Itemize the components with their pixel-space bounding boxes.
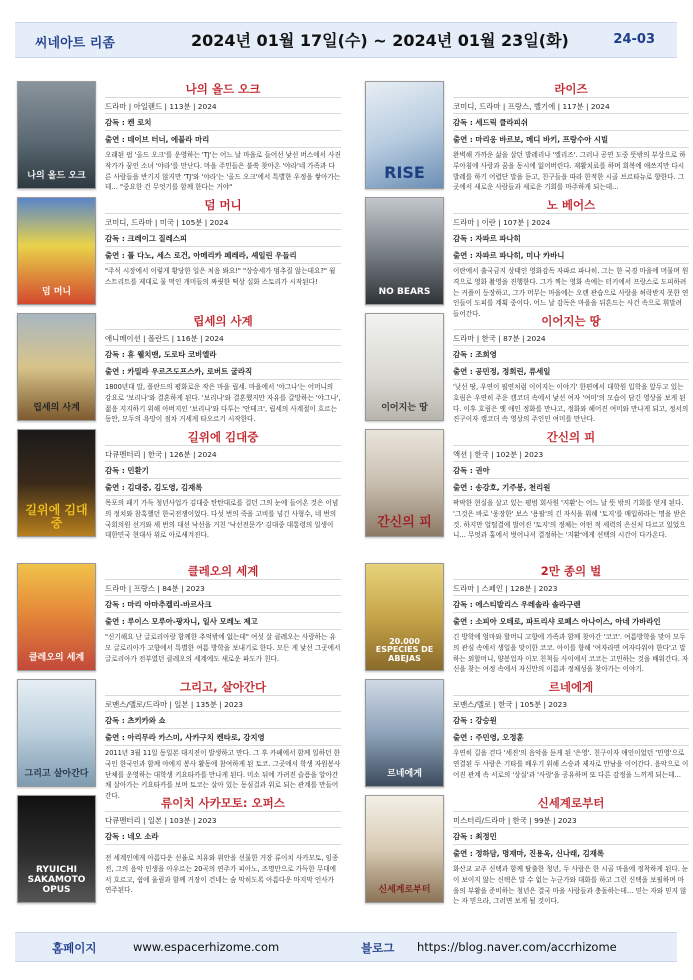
cinema-name: 씨네아트 리좀 [35, 36, 115, 51]
poster-image [17, 563, 96, 671]
film-meta: 로맨스/멜로 | 한국 | 105분 | 2023 [453, 695, 689, 712]
film-description: 긴 방학에 엄마와 할머니 고향에 가족과 함께 찾아간 '코코'. 여름방학을 맞아 모두의 관심 속에서 생일을 맞이한 코코. 아이를 향해 '여자라면 여자다워야 한다'고 말하는 외할머니, 양봉업자 이모 친척들 사이에서 코코는 고민하는 것을 배워간다. 자신을 찾는 여정 속에서 자신만의 이름과 정체성을 찾아가는 이야기. [453, 633, 689, 674]
film-title: 간신의 피 [546, 430, 596, 444]
film-title: 노 베어스 [546, 198, 596, 212]
film-director: 감독 : 마리 아마추켈리-바르사크 [105, 596, 341, 613]
poster-title: NO BEARS [378, 287, 431, 298]
film-director: 감독 : 네오 소라 [105, 828, 341, 845]
film-cast: 출연 : 주민영, 오정훈 [453, 729, 689, 746]
poster-image [17, 197, 96, 305]
poster-image [17, 313, 96, 421]
film-director: 감독 : 휴 웰치맨, 도로타 코비엘라 [105, 346, 341, 363]
poster-title: 길위에 김대중 [25, 502, 88, 530]
film-title: 길위에 김대중 [187, 430, 259, 444]
schedule-period: 2024년 01월 17일(수) ~ 2024년 01월 23일(화) [191, 31, 569, 50]
film-director: 감독 : 민환기 [105, 462, 341, 479]
film-meta: 드라마 | 아일랜드 | 113분 | 2024 [105, 97, 341, 114]
film-description: '낮선 땅, 우연이 필연처럼 이어지는 이야기' 한편에서 대학원 입학을 앞두고 있는 호림은 우연히 주운 캠코더 속에서 낯선 여자 '여미'의 모습이 담긴 영상을 보게 된다. 이후 호림은 옛 애인 정화를 만나고, 정화와 헤어진 여미와 만나게 되고, 정서의 진구이자 캠코더 속 영상의 주인인 여미를 만난다. [453, 383, 689, 424]
film-title: 덤 머니 [204, 198, 242, 212]
film-cast: 출연 : 김대중, 김도영, 김재록 [105, 479, 341, 496]
poster-title: 20.000 ESPECIES DE ABEJAS [375, 636, 434, 664]
header-bar [15, 22, 677, 58]
film-title: 신세계로부터 [537, 796, 605, 810]
film-description: 2011년 3월 11일 동일본 대지진이 발생하고 만다. 그 후 카페에서 함께 일하던 한국인 한국인과 함께 야에지 봉사 활동에 참여하게 된 토코. 그곳에서 학생 자원봉사 단체를 운영하는 대학생 키요타카를 만나게 된다. 미소 뒤에 가려진 슬픔을 알아간 채 살아가는 키요타카를 보며 토코는 살아 있는 동심걸과 위로 되는 관계를 만들어간다. [105, 749, 341, 801]
film-description: 전 세계인에게 아름다운 선율로 치유와 위안을 선물한 거장 류이치 사카모토, 임종 전, 그의 음악 인생을 아우르는 20곡의 연주가 피아노, 조명만으로 가득한 무대에서 흐르고, 쉼에 울림과 함께 거장이 건네는 숨 막히도록 아름다운 마지막 인사가 연주된다. [105, 854, 339, 895]
poster-image [17, 81, 96, 189]
film-cast: 출연 : 자파르 파나히, 미나 카바니 [453, 247, 689, 264]
poster-title: 간신의 피 [377, 514, 432, 530]
film-cast: 출연 : 루이스 모루아-팡자니, 일사 모레노 제고 [105, 613, 341, 630]
film-description: 이란에서 출국금지 상태인 영화감독 자파르 파나히. 그는 한 국경 마을에 머물며 원격으로 영화 촬영을 진행한다. 그가 찍는 영화 속에는 터키에서 프랑스로 도피하려는 커플이 등장하고, 그가 머무는 마을에는 오랜 관습으로 사랑을 허락받지 못한 연인들이 도피를 계획 중이다. 어느 날 감독은 마을을 뒤흔드는 사건 속으로 휘말려 들어간다. [453, 267, 689, 319]
film-cast: 출연 : 공민정, 정회린, 류세일 [453, 363, 689, 380]
film-cast: 출연 : 송강호, 기주봉, 천리원 [453, 479, 689, 496]
film-director: 감독 : 츠키카와 쇼 [105, 712, 341, 729]
poster-title: 클레오의 세계 [28, 653, 85, 664]
film-title: 르네에게 [548, 680, 594, 694]
issue-number: 24-03 [613, 32, 655, 47]
film-meta: 액션 | 한국 | 102분 | 2023 [453, 445, 689, 462]
film-cast: 출연 : 폴 다노, 세스 로건, 아메리카 페레라, 셰일린 우들리 [105, 247, 341, 264]
film-title: 2만 종의 벌 [540, 564, 602, 578]
film-meta: 애니메이션 | 폴란드 | 116분 | 2024 [105, 329, 341, 346]
film-cast: 출연 : 데이브 터너, 에블라 마리 [105, 131, 341, 148]
film-meta: 드라마 | 스페인 | 128분 | 2023 [453, 579, 689, 596]
film-description: 팍팍한 현실을 살고 있는 평범 회사원 '지환'는 어느 날 뜻 밖의 기회를 얻게 된다. '그것은 바로 '웅장한' 보스 '용팔'의 긴 자식을 위해 '토지'를 매입하라는 명을 받은 것. 하지만 얼떨결에 벌어진 '토지'의 정체는 어떤 적 세력의 은신처 다르고 있었으니… 무엇과 홀에서 벗어나서 결정하는 '지환'에게 선택의 시간이 다가온다. [453, 499, 687, 540]
film-description: "신기해요 난 글로리아랑 함께한 추억밖에 없는데" 여섯 살 클레오는 사랑하는 유모 글로리아가 고향에서 특별한 여름 방학을 보내기로 한다. 모든 게 낯선 그곳에서 글로리아가 전부였던 클레오의 세계에도 새로운 파도가 친다. [105, 633, 341, 663]
film-meta: 코미디, 드라마 | 미국 | 105분 | 2024 [105, 213, 341, 230]
poster-title: 립세의 사계 [33, 403, 80, 414]
poster-image [365, 313, 444, 421]
film-cast: 출연 : 카밀라 우르즈도프스카, 로버트 굴라직 [105, 363, 341, 380]
film-description: 오래된 펍 '올드 오크'를 운영하는 'TJ'는 어느 날 마을로 들어선 낯선 버스에서 사진작가가 꿈인 소녀 '야라'를 만난다. 마을 주민들은 불쑥 찾아온 '야라'네 가족과 다른 사람들을 반기지 않지만 'TJ'와 '야라'는 '올드 오크'에서 특별한 우정을 쌓아가는데… "중요한 건 무엇기를 함께 한다는 거야" [105, 151, 341, 192]
film-description: "주식 시장에서 이렇게 황당한 일은 처음 봐요!" "상승세가 멈추질 않는데요?" 월 스트리트를 제대로 물 먹인 개미들의 짜릿한 떡상 실화 스토리가 시작된다! [105, 267, 336, 286]
film-title: 클레오의 세계 [187, 564, 259, 578]
film-meta: 드라마 | 한국 | 87분 | 2024 [453, 329, 689, 346]
poster-image [365, 563, 444, 671]
poster-image [17, 429, 96, 537]
poster-title: RYUICHI SAKAMOTO OPUS [27, 865, 86, 896]
film-title: 립세의 사계 [193, 314, 253, 328]
film-director: 감독 : 에스티발리스 우레솔라 솔라구렌 [453, 596, 689, 613]
homepage-link[interactable]: www.espacerhizome.com [133, 940, 280, 954]
poster-title: 이어지는 땅 [381, 403, 428, 414]
film-title: 나의 올드 오크 [185, 82, 261, 96]
film-director: 감독 : 강승원 [453, 712, 689, 729]
film-description: 우연히 길을 걷다 '세진'의 음악을 듣게 된 '은영'. 친구이자 애인이었던 '민영'으로 연결된 두 사람은 기타를 배우기 위해 스승과 제자로 만남을 이어간다. 음악으로 이어진 관계 속 서로의 '상실'과 '사랑'을 공유하며 또 다른 감정을 느끼게 되는데… [453, 749, 689, 779]
footer-bar [15, 932, 677, 962]
film-director: 감독 : 자파르 파나히 [453, 230, 689, 247]
film-description: 목포의 패기 가득 청년사업가 김대중 탄탄대로를 걸던 그의 눈에 들어온 것은 이념의 정치와 참혹했던 한국전쟁이었다. 다섯 번의 죽을 고비를 넘긴 사형수, 네 번의 국회의원 선거와 세 번의 대선 낙선을 거친 '낙선전문가' 김대중 대통령의 일생이 대한민국 현대사 위로 아로새겨진다. [105, 499, 339, 540]
blog-link[interactable]: https://blog.naver.com/accrhizome [417, 940, 617, 954]
film-director: 감독 : 크레이그 질레스피 [105, 230, 341, 247]
film-description: 화산교 교주 신택과 함께 탈출한 청년, 두 사람은 한 시골 마을에 정착하게 된다. 눈이 보이지 않는 신택은 말 수 없는 누군가와 대화를 하고 그런 신택을 보필하며 마을의 부활을 준비하는 청년은 결국 마을 사람들과 충돌하는데… 믿는 자와 믿지 않는 자 믿으라, 그러면 보게 될 것이다. [453, 865, 689, 906]
poster-title: RISE [384, 163, 425, 183]
poster-title: 신세계로부터 [378, 885, 431, 896]
poster-title: 그리고 살아간다 [24, 769, 89, 780]
film-title: 류이치 사카모토: 오퍼스 [161, 796, 285, 810]
film-director: 감독 : 권아 [453, 462, 689, 479]
poster-title: 나의 올드 오크 [27, 171, 86, 182]
film-meta: 드라마 | 이란 | 107분 | 2024 [453, 213, 689, 230]
film-description: 완벽해 가까운 삶을 살던 발레리나 '엘리즈'. 그러나 공연 도중 뜻밖의 부상으로 하루아침에 사랑과 꿈을 동시에 잃어버린다. 재활치료를 하며 회복에 애쓰지만 다시 발레를 하기 어렵단 말을 듣고, 친구들을 따라 한적한 시골 브르타뉴로 향한다. 그 곳에서 새로운 사람들과 새로운 기회를 마주하게 되는데… [453, 151, 686, 192]
film-cast: 출연 : 마리옹 바르보, 메디 바키, 프랑수아 시빌 [453, 131, 689, 148]
film-director: 감독 : 세드릭 클라피쉬 [453, 114, 689, 131]
film-title: 이어지는 땅 [541, 314, 601, 328]
poster-title: 덤 머니 [41, 287, 72, 298]
film-cast: 출연 : 정하담, 명재마, 진용옥, 신나래, 김재록 [453, 845, 689, 862]
film-meta: 다큐멘터리 | 한국 | 126분 | 2024 [105, 445, 341, 462]
film-director: 감독 : 조희영 [453, 346, 689, 363]
film-meta: 코미디, 드라마 | 프랑스, 벨기에 | 117분 | 2024 [453, 97, 689, 114]
poster-image [365, 795, 444, 903]
film-title: 라이즈 [554, 82, 588, 96]
film-meta: 미스터리/드라마 | 한국 | 99분 | 2023 [453, 811, 689, 828]
poster-image [365, 429, 444, 537]
film-director: 감독 : 켄 로치 [105, 114, 341, 131]
blog-label: 블로그 [361, 941, 395, 955]
poster-image [365, 679, 444, 787]
poster-image [17, 679, 96, 787]
homepage-label: 홈페이지 [52, 941, 97, 955]
film-description: 1800년대 말, 폴란드의 평화로운 작은 마을 립세. 마을에서 '야그나'는 어머니의 강요로 '보리나'와 결혼하게 된다. '보리나'와 결혼했지만 자유를 갈망하는 '야그나', 젊음 지지하기 위해 아버지인 '보리나'와 다투는 '안테크', 립세의 사계절이 흐르는 동안, 모두의 욕망이 점차 거세게 타오르기 시작한다. [105, 383, 341, 424]
film-meta: 드라마 | 프랑스 | 84분 | 2023 [105, 579, 341, 596]
film-director: 감독 : 최정민 [453, 828, 689, 845]
film-meta: 다큐멘터리 | 일본 | 103분 | 2023 [105, 811, 341, 828]
poster-image [365, 81, 444, 189]
poster-title: 르네에게 [387, 769, 422, 780]
film-cast: 출연 : 아리무라 카스미, 사카구치 켄타로, 강지영 [105, 729, 341, 746]
film-meta: 로맨스/멜로/드라마 | 일본 | 135분 | 2023 [105, 695, 341, 712]
poster-image [17, 795, 96, 903]
film-title: 그리고, 살아간다 [179, 680, 267, 694]
film-cast: 출연 : 소피아 오테로, 파트리샤 로페스 아나이스, 아네 가바라인 [453, 613, 689, 630]
poster-image [365, 197, 444, 305]
